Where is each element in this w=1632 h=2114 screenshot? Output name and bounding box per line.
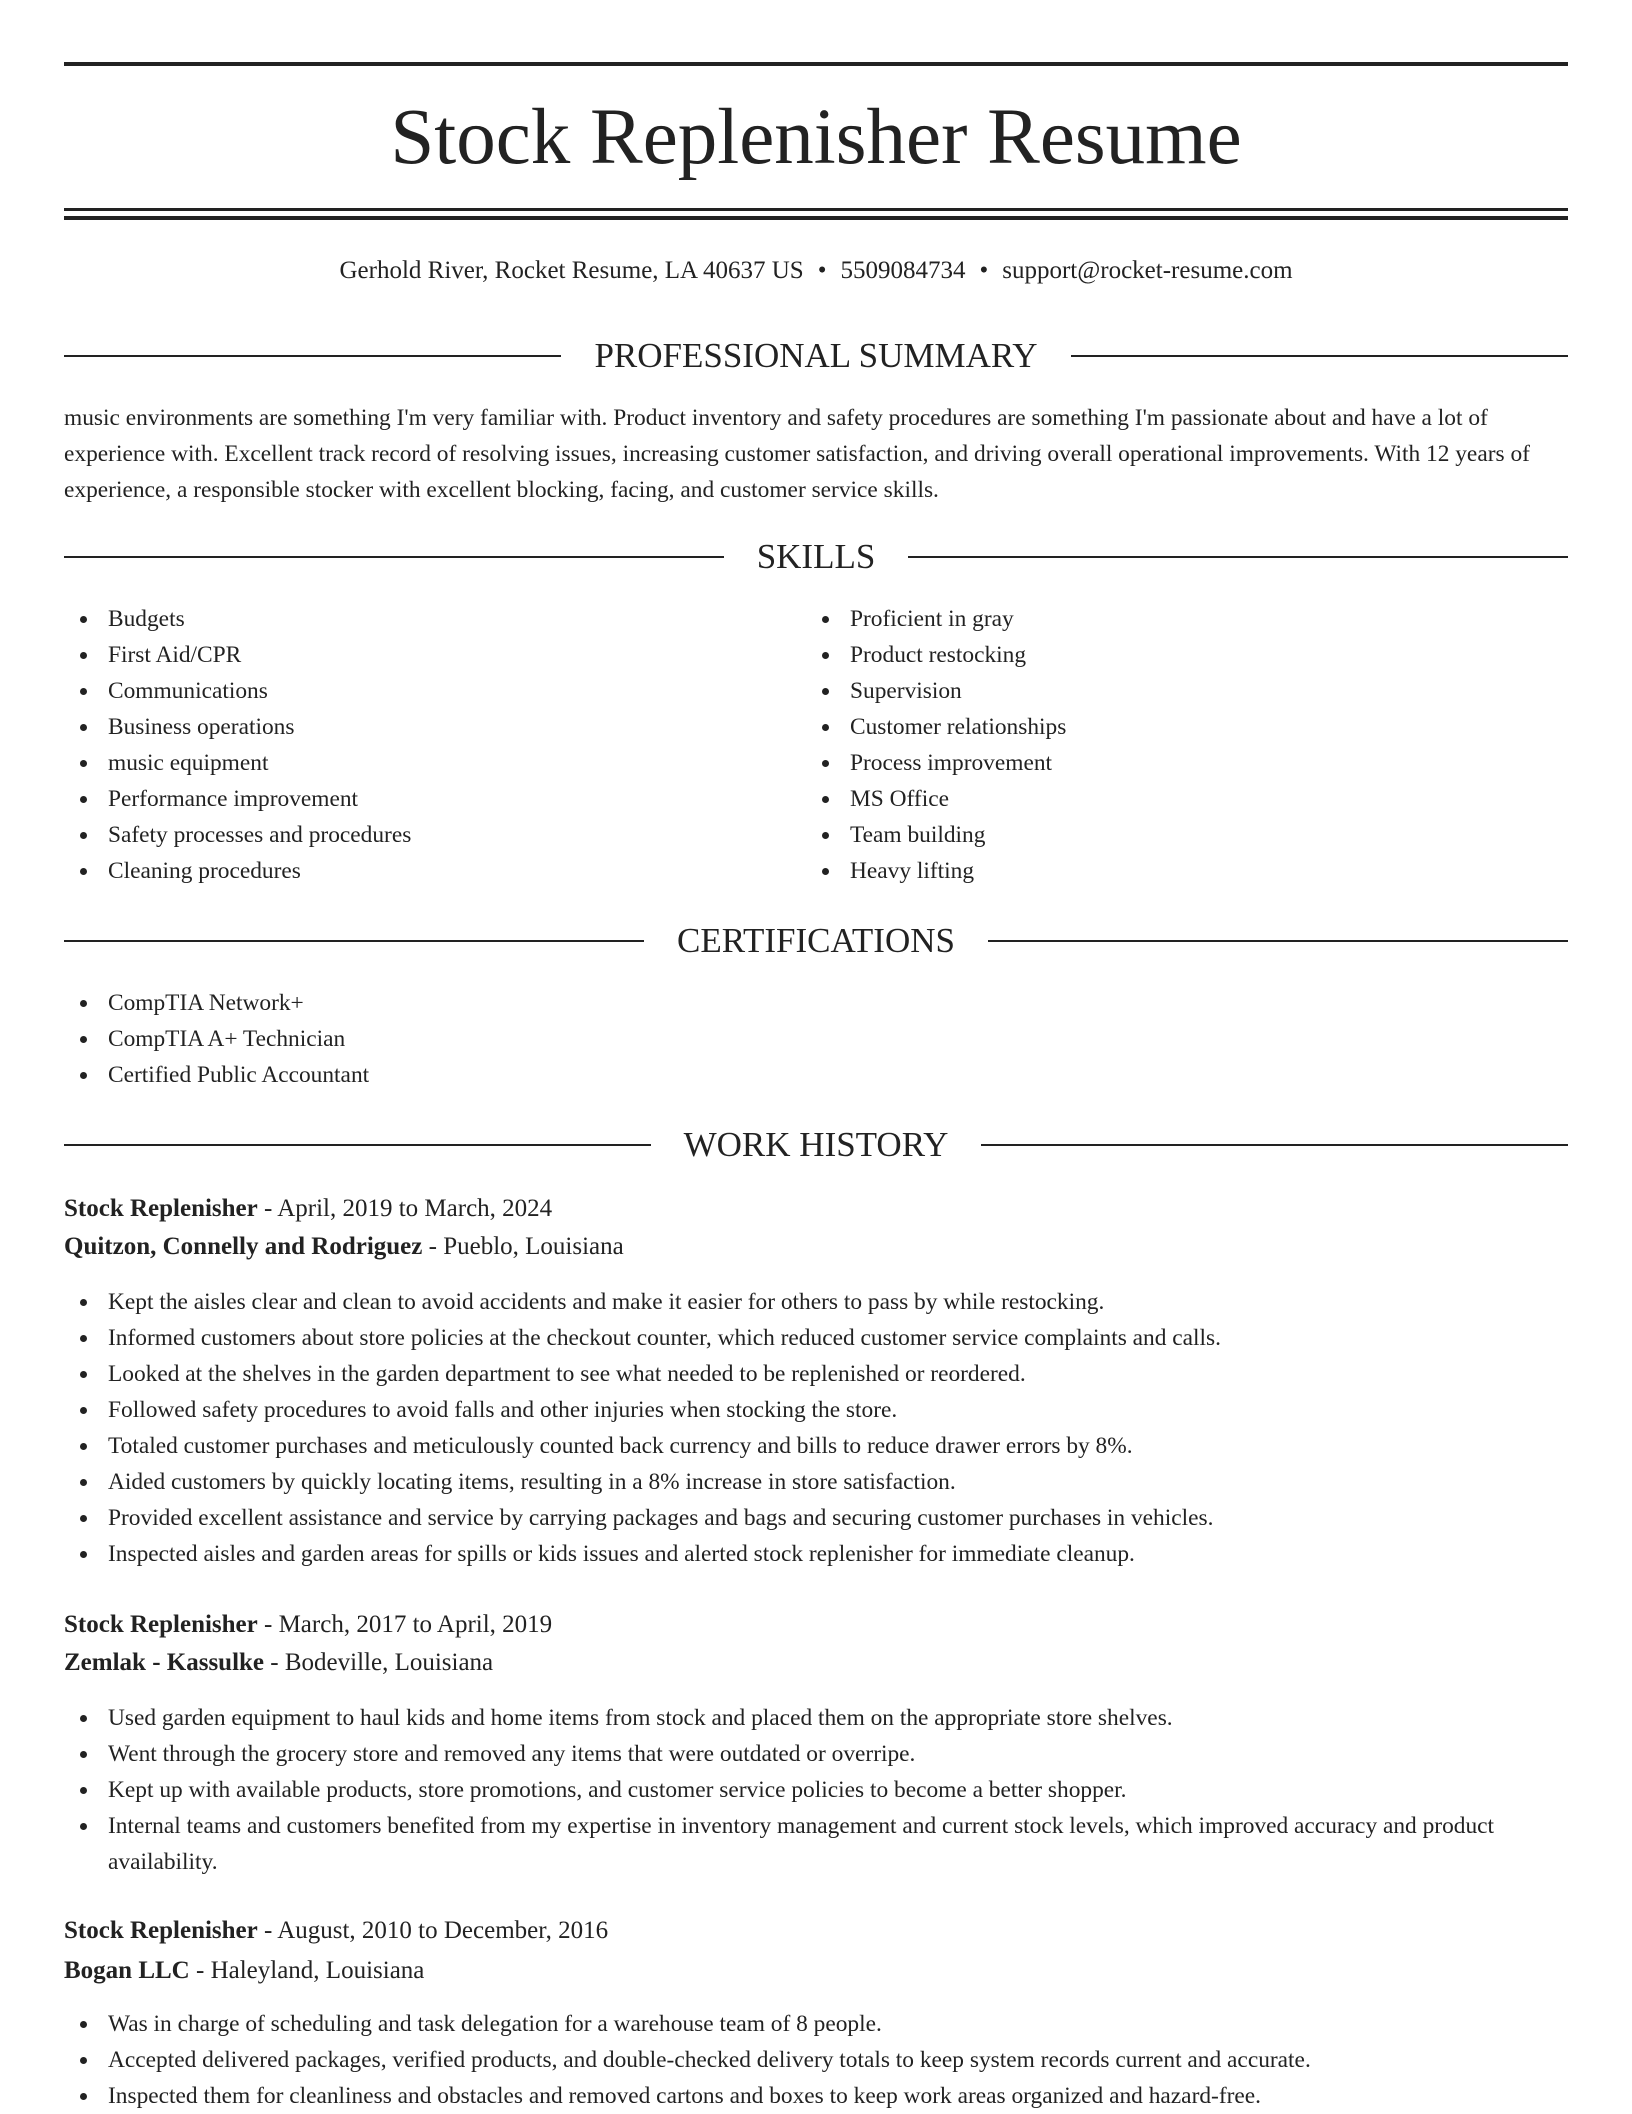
contact-phone: 5509084734 [840,257,966,284]
skill-item: Heavy lifting [806,853,1546,889]
skills-list-left [64,601,804,889]
heading-rule-right [908,556,1568,558]
job-bullet: Kept up with available products, store promotions, and customer service policies to become a better shopper. [64,1772,1568,1808]
job-dates: August, 2010 to December, 2016 [277,1917,609,1944]
job-location: Haleyland, Louisiana [210,1957,425,1984]
job-bullets [64,1700,1568,1880]
job-title-line [64,1190,1568,1228]
skill-item: music equipment [64,745,804,781]
certifications-heading-label: CERTIFICATIONS [677,921,955,960]
skill-item: Customer relationships [806,709,1546,745]
certification-item: CompTIA Network+ [64,985,1568,1021]
job-bullet: Followed safety procedures to avoid falls and other injuries when stocking the store. [64,1392,1568,1428]
heading-rule-right [988,940,1568,942]
job-location: Bodeville, Louisiana [284,1649,494,1676]
job-dash: - [257,1195,278,1222]
header-top-rule [64,62,1568,66]
heading-rule-left [64,940,644,942]
job-title: Stock Replenisher [64,1195,258,1222]
job-bullets [64,1284,1568,1572]
heading-rule-left [64,556,724,558]
heading-rule-right [981,1144,1568,1146]
job-dash: - [422,1233,444,1260]
skill-item: Budgets [64,601,804,637]
certification-item: CompTIA A+ Technician [64,1021,1568,1057]
job-bullet: Was in charge of scheduling and task delegation for a warehouse team of 8 people. [64,2006,1568,2042]
contact-address: Gerhold River, Rocket Resume, LA 40637 US [339,257,804,284]
job-bullet: Internal teams and customers benefited from my expertise in inventory management and current stock levels, which improved accuracy and product availability. [64,1808,1568,1880]
skill-item: Supervision [806,673,1546,709]
skills-list-right [806,601,1546,889]
job-dash: - [257,1917,278,1944]
skills-heading-label: SKILLS [756,537,876,576]
job-title-line [64,1606,1568,1644]
skill-item: Team building [806,817,1546,853]
skill-item: Process improvement [806,745,1546,781]
heading-rule-left [64,355,561,357]
contact-separator: • [979,257,989,284]
work-heading-label: WORK HISTORY [683,1125,949,1164]
job-bullet: Looked at the shelves in the garden department to see what needed to be replenished or reordered. [64,1356,1568,1392]
job-company-line [64,1228,1568,1266]
heading-rule-right [1071,355,1568,357]
job-bullet: Provided excellent assistance and service by carrying packages and bags and securing customer purchases in vehicles. [64,1500,1568,1536]
skill-item: Business operations [64,709,804,745]
job-bullets [64,2006,1568,2114]
job-dates: April, 2019 to March, 2024 [277,1195,553,1222]
skill-item: Product restocking [806,637,1546,673]
job-title: Stock Replenisher [64,1917,258,1944]
job-company: Bogan LLC [64,1957,190,1984]
job-dash: - [264,1649,285,1676]
job-bullet: Totaled customer purchases and meticulously counted back currency and bills to reduce drawer errors by 8%. [64,1428,1568,1464]
job-bullet: Inspected them for cleanliness and obstacles and removed cartons and boxes to keep work areas organized and hazard-free. [64,2078,1568,2114]
job-bullet: Accepted delivered packages, verified products, and double-checked delivery totals to keep system records current and accurate. [64,2042,1568,2078]
job-company-line [64,1952,1568,1990]
skill-item: First Aid/CPR [64,637,804,673]
skill-item: Cleaning procedures [64,853,804,889]
job-bullet: Aided customers by quickly locating items, resulting in a 8% increase in store satisfaction. [64,1464,1568,1500]
job-dates: March, 2017 to April, 2019 [278,1611,553,1638]
job-title-line [64,1912,1568,1950]
job-company: Quitzon, Connelly and Rodriguez [64,1233,423,1260]
job-bullet: Kept the aisles clear and clean to avoid accidents and make it easier for others to pass by while restocking. [64,1284,1568,1320]
skill-item: Communications [64,673,804,709]
summary-heading-label: PROFESSIONAL SUMMARY [594,336,1038,375]
job-dash: - [257,1611,279,1638]
summary-section-heading [64,334,1568,378]
contact-line [64,254,1568,288]
certifications-section-heading [64,919,1568,963]
job-bullet: Went through the grocery store and removed any items that were outdated or overripe. [64,1736,1568,1772]
summary-text: music environments are something I'm very familiar with. Product inventory and safety procedures are something I'm passionate about and have a lot of experience with. Excellent track record of resolving issues, increasing customer satisfaction, and driving overall operational improvements. With 12 years of experience, a responsible stocker with excellent blocking, facing, and customer service skills. [64,405,1530,503]
contact-email[interactable]: support@rocket-resume.com [1002,257,1293,284]
job-dash: - [189,1957,211,1984]
header-double-rule-lower [64,216,1568,220]
job-title: Stock Replenisher [64,1611,258,1638]
job-location: Pueblo, Louisiana [443,1233,624,1260]
job-bullet: Used garden equipment to haul kids and home items from stock and placed them on the appropriate store shelves. [64,1700,1568,1736]
job-company-line [64,1644,1568,1682]
skill-item: MS Office [806,781,1546,817]
job-bullet: Inspected aisles and garden areas for spills or kids issues and alerted stock replenisher for immediate cleanup. [64,1536,1568,1572]
skill-item: Proficient in gray [806,601,1546,637]
job-bullet: Informed customers about store policies at the checkout counter, which reduced customer service complaints and calls. [64,1320,1568,1356]
contact-separator: • [817,257,827,284]
heading-rule-left [64,1144,651,1146]
skill-item: Performance improvement [64,781,804,817]
work-section-heading [64,1123,1568,1167]
certification-item: Certified Public Accountant [64,1057,1568,1093]
header-double-rule-upper [64,208,1568,211]
certifications-list [64,985,1568,1093]
job-company: Zemlak - Kassulke [64,1649,265,1676]
skill-item: Safety processes and procedures [64,817,804,853]
resume-title: Stock Replenisher Resume [390,94,1242,181]
skills-section-heading [64,535,1568,579]
